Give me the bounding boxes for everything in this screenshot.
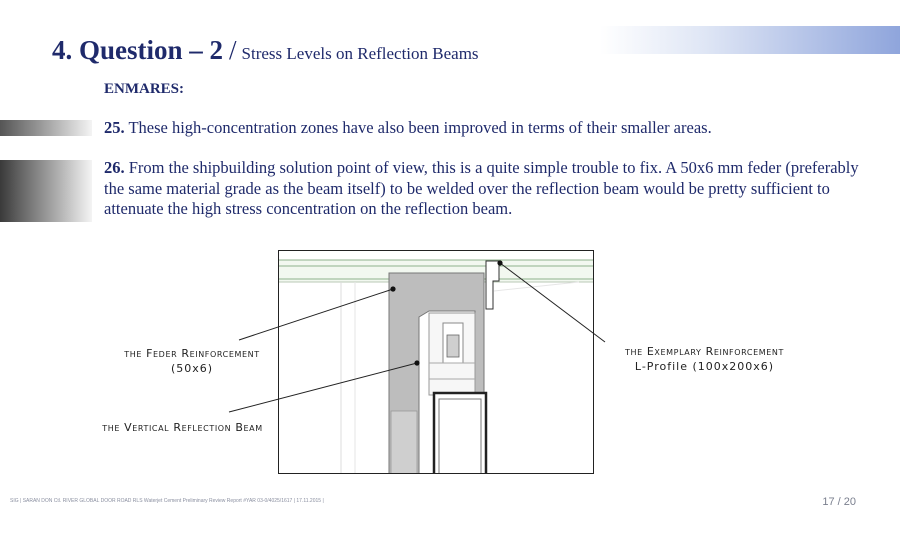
- callout-feder-reinforcement: [112, 346, 272, 376]
- paragraph-number: 25.: [104, 118, 125, 137]
- footer-reference: SIG | SARAN DON Ctl. RIVER GLOBAL DOOR ROAD RLS Waterjet Cement Preliminary Review Report #YAR 03-0/4025/1617 | 17.11.2015 |: [10, 498, 324, 504]
- callout-vertical-reflection-beam: [90, 420, 275, 435]
- leader-dot: [497, 260, 502, 265]
- callout-feder-title: the Feder Reinforcement: [124, 347, 260, 360]
- callout-exemplary-profile: L-Profile (100x200x6): [634, 360, 775, 373]
- paragraph-text: From the shipbuilding solution point of view, this is a quite simple trouble to fix. A 50x6 mm feder (preferably the same material grade as the beam itself) to be welded over the reflection beam would be pretty sufficient to attenuate the high stress concentration on the reflection beam.: [104, 158, 859, 218]
- org-label: ENMARES:: [104, 81, 185, 97]
- title-main: 4. Question – 2: [52, 35, 224, 65]
- leader-dot: [414, 360, 419, 365]
- callout-vertical-title: the Vertical Reflection Beam: [102, 421, 263, 434]
- callout-exemplary-title: the Exemplary Reinforcement: [625, 345, 784, 358]
- paragraph-text: These high-concentration zones have also been improved in terms of their smaller areas.: [128, 118, 712, 137]
- callout-feder-size: (50x6): [170, 362, 214, 375]
- paragraph-number: 26.: [104, 158, 125, 177]
- callout-exemplary-reinforcement: [612, 344, 797, 374]
- leader-dot: [390, 286, 395, 291]
- page-number: 17 / 20: [822, 496, 856, 508]
- title-separator: /: [229, 35, 237, 65]
- title-subtitle: Stress Levels on Reflection Beams: [241, 44, 479, 63]
